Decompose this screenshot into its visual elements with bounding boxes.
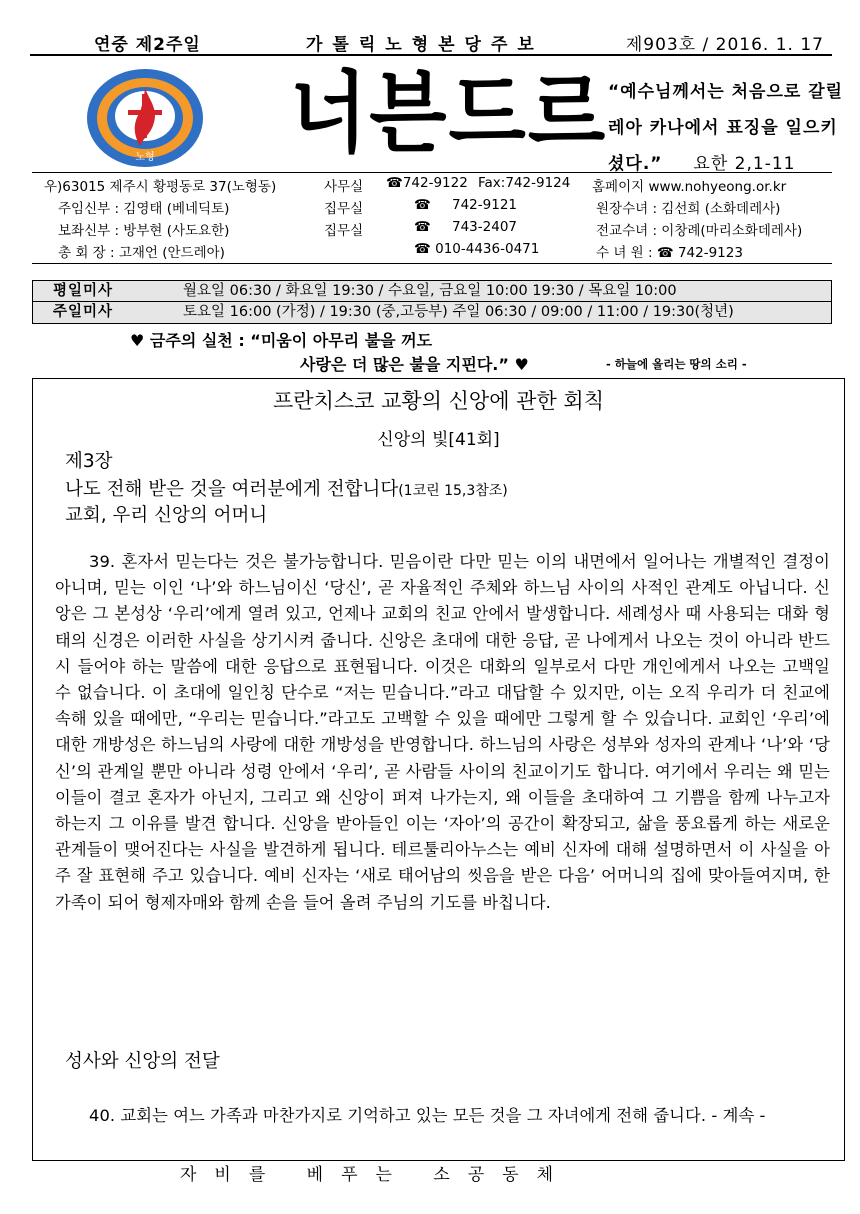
chapter-number: 제3장 <box>65 451 113 472</box>
gospel-reference: 요한 2,1-11 <box>693 154 796 174</box>
footer-slogan: 자비를 베푸는 소공동체 <box>180 1165 572 1185</box>
masthead-top-bar <box>30 28 832 56</box>
assistant-priest: 보좌신부 : 방부현 (사도요한) <box>58 223 230 239</box>
sunday-mass-times: 토요일 16:00 (가정) / 19:30 (중,고등부) 주일 06:30 / 09:00 / 11:00 / 19:30(청년) <box>183 304 734 320</box>
liturgical-day: 연중 제2주일 <box>94 35 201 55</box>
article-subtitle: 신앙의 빛[41회] <box>377 430 500 450</box>
convent-phone: 수 녀 원 : ☎ 742-9123 <box>596 245 743 261</box>
phone-icon: ☎ <box>414 219 431 235</box>
weekday-mass-times: 월요일 06:30 / 화요일 19:30 / 수요일, 금요일 10:00 19:30 / 목요일 10:00 <box>183 283 677 299</box>
president-phone: ☎ 010-4436-0471 <box>414 241 540 257</box>
sunday-mass-label: 주일미사 <box>53 304 114 320</box>
practice-line-1: ♥ 금주의 실천 : “미움이 아무리 불을 꺼도 <box>130 331 433 350</box>
paragraph-40: 40. 교회는 여느 가족과 마찬가지로 기억하고 있는 모든 것을 그 자녀에게 전해 줍니다. - 계속 - <box>89 1106 766 1125</box>
weekday-mass-label: 평일미사 <box>53 283 114 299</box>
assistant-phone: 743-2407 <box>452 219 517 235</box>
mass-schedule <box>32 280 832 324</box>
article-title: 프란치스코 교황의 신앙에 관한 회칙 <box>273 389 604 413</box>
parish-logo-icon <box>84 66 206 170</box>
bulletin-name: 가톨릭노형본당주보 <box>306 35 544 55</box>
practice-source: - 하늘에 올리는 땅의 소리 - <box>606 357 747 371</box>
homepage: 홈페이지 www.nohyeong.or.kr <box>592 179 787 195</box>
pastor-office-label: 집무실 <box>324 201 364 217</box>
mission-sister: 전교수녀 : 이창례(마리소화데레사) <box>596 223 803 239</box>
phone-icon: ☎ <box>414 197 431 213</box>
weekly-practice <box>130 326 810 374</box>
superior-sister: 원장수녀 : 김선희 (소화데레사) <box>596 201 781 217</box>
parish-info-block <box>32 172 832 264</box>
parish-logo <box>84 66 206 170</box>
council-president: 총 회 장 : 고재언 (안드레아) <box>58 245 225 261</box>
assistant-office-label: 집무실 <box>324 223 364 239</box>
weekday-mass-row <box>33 281 831 302</box>
subsection-title: 성사와 신앙의 전달 <box>65 1051 220 1072</box>
paragraph-39: 39. 혼자서 믿는다는 것은 불가능합니다. 믿음이란 다만 믿는 이의 내면에서 일어나는 개별적인 결정이 아니며, 믿는 이인 ‘나’와 하느님이신 ‘당신’, 곧 자율적인 주체와 하느님 사이의 사적인 관계도 아닙니다. 신앙은 그 본성상 ‘우리’에게 열려 있고, 언제나 교회의 친교 안에서 발생합니다. 세례성사 때 사용되는 대화 형태의 신경은 이러한 사실을 상기시켜 줍니다. 신앙은 초대에 대한 응답, 곧 나에게서 나오는 것이 아니라 반드시 들어야 하는 말씀에 대한 응답으로 표현됩니다. 이것은 대화의 일부로서 다만 개인에게서 나오는 고백일 수 없습니다. 이 초대에 일인칭 단수로 “저는 믿습니다.”라고 대답할 수 있지만, 이는 오직 우리가 더 친교에 속해 있을 때에만, “우리는 믿습니다.”라고도 고백할 수 있을 때에만 그렇게 할 수 있습니다. 교회인 ‘우리’에 대한 개방성은 하느님의 사랑에 대한 개방성을 반영합니다. 하느님의 사랑은 성부와 성자의 관계나 ‘나’와 ‘당신’의 관계일 뿐만 아니라 성령 안에서 ‘우리’, 곧 사람들 사이의 친교이기도 합니다. 여기에서 우리는 왜 믿는 이들이 결코 혼자가 아닌지, 그리고 왜 신앙이 퍼져 나가는지, 왜 이들을 초대하여 그 기쁨을 함께 나누고자 하는지 그 이유를 발견 합니다. 신앙을 받아들인 이는 ‘자아’의 공간이 확장되고, 삶을 풍요롭게 하는 새로운 관계들이 맺어진다는 사실을 발견하게 됩니다. 테르툴리아누스는 예비 신자에 대해 설명하면서 이 사실을 아주 잘 표현해 주고 있습니다. 예비 신자는 ‘새로 태어남의 씻음을 받은 다음’ 어머니의 집에 맞아들여지며, 한 가족이 되어 형제자매와 함께 손을 들어 올려 주님의 기도를 바칩니다. <box>55 552 830 912</box>
office-fax: Fax:742-9124 <box>478 175 571 191</box>
weekly-gospel-quote <box>608 74 844 182</box>
gospel-quote-text: “예수님께서는 처음으로 갈릴레아 카나에서 표징을 일으키셨다.” <box>608 82 844 174</box>
chapter-reference: (1코린 15,3참조) <box>398 483 508 499</box>
pastor: 주임신부 : 김영태 (베네딕토) <box>58 201 230 217</box>
encyclical-article <box>32 378 845 1161</box>
bulletin-title: 너븐드르 <box>290 62 608 165</box>
sunday-mass-row <box>33 302 831 323</box>
chapter-heading <box>65 475 508 501</box>
chapter-title: 나도 전해 받은 것을 여러분에게 전합니다 <box>65 479 399 500</box>
practice-line-2: 사랑은 더 많은 불을 지핀다.” ♥ <box>300 355 529 374</box>
address: 우)63015 제주시 황평동로 37(노형동) <box>44 179 277 195</box>
office-phone: ☎742-9122 <box>386 175 468 191</box>
issue-number-date: 제903호 / 2016. 1. 17 <box>625 35 824 55</box>
logo-lettering: 노형 <box>135 152 155 163</box>
office-label: 사무실 <box>324 179 364 195</box>
section-title: 교회, 우리 신앙의 어머니 <box>65 505 268 526</box>
pastor-phone: 742-9121 <box>452 197 517 213</box>
